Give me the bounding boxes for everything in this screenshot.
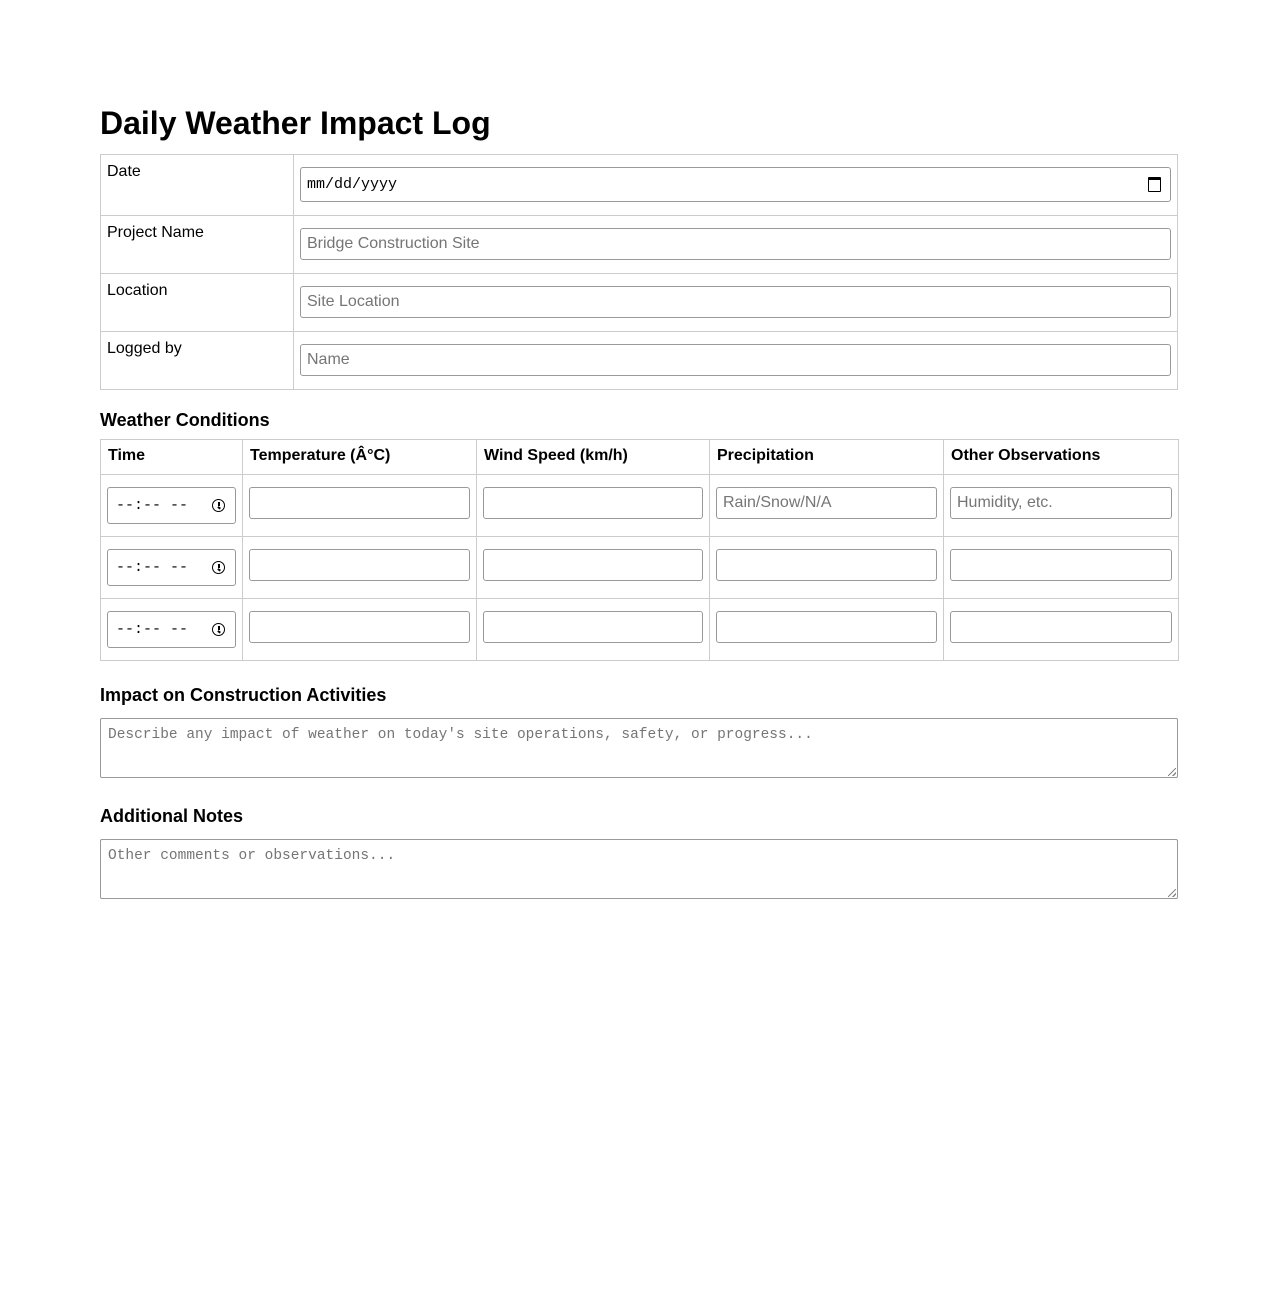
other-observations-input[interactable]: Humidity, etc. [950,487,1172,519]
date-input[interactable] [300,167,1171,202]
time-input-value: --:-- -- [116,497,189,514]
column-header-temperature: Temperature (Â°C) [243,440,477,475]
info-row-logged-by [101,332,1178,390]
column-header-time: Time [101,440,243,475]
column-header-other-observations: Other Observations [944,440,1179,475]
info-row-project [101,216,1178,274]
time-input[interactable] [107,487,236,524]
time-input[interactable] [107,611,236,648]
column-header-wind-speed: Wind Speed (km/h) [477,440,710,475]
notes-textarea[interactable] [100,839,1178,899]
page-title: Daily Weather Impact Log [100,105,491,141]
date-input-value: mm/dd/yyyy [307,176,398,193]
wind-speed-input[interactable] [483,611,703,643]
time-input[interactable] [107,549,236,586]
temperature-input[interactable] [249,487,470,519]
impact-placeholder: Describe any impact of weather on today's site operations, safety, or progress... [108,727,813,743]
weather-header-row [101,440,1179,475]
location-input[interactable]: Site Location [300,286,1171,318]
project-info-table [100,154,1178,390]
time-input-value: --:-- -- [116,559,189,576]
wind-speed-input[interactable] [483,487,703,519]
column-header-precipitation: Precipitation [710,440,944,475]
wind-speed-input[interactable] [483,549,703,581]
clock-icon[interactable] [212,623,225,636]
additional-notes-heading: Additional Notes [100,806,243,826]
table-row [101,475,1179,537]
precipitation-input[interactable] [716,611,937,643]
resize-grip-icon[interactable] [1168,889,1176,897]
logged-by-label: Logged by [101,332,294,390]
impact-textarea[interactable] [100,718,1178,778]
table-row [101,537,1179,599]
weather-conditions-table [100,439,1179,661]
time-input-value: --:-- -- [116,621,189,638]
date-label: Date [101,155,294,216]
table-row [101,599,1179,661]
resize-grip-icon[interactable] [1168,768,1176,776]
notes-placeholder: Other comments or observations... [108,848,396,864]
info-row-date [101,155,1178,216]
clock-icon[interactable] [212,561,225,574]
info-row-location [101,274,1178,332]
temperature-input[interactable] [249,611,470,643]
other-observations-input[interactable] [950,549,1172,581]
precipitation-input[interactable]: Rain/Snow/N/A [716,487,937,519]
location-label: Location [101,274,294,332]
clock-icon[interactable] [212,499,225,512]
weather-conditions-heading: Weather Conditions [100,410,270,430]
impact-heading: Impact on Construction Activities [100,685,387,705]
precipitation-input[interactable] [716,549,937,581]
project-name-input[interactable]: Bridge Construction Site [300,228,1171,260]
temperature-input[interactable] [249,549,470,581]
calendar-icon[interactable] [1148,177,1161,192]
other-observations-input[interactable] [950,611,1172,643]
logged-by-input[interactable]: Name [300,344,1171,376]
project-name-label: Project Name [101,216,294,274]
